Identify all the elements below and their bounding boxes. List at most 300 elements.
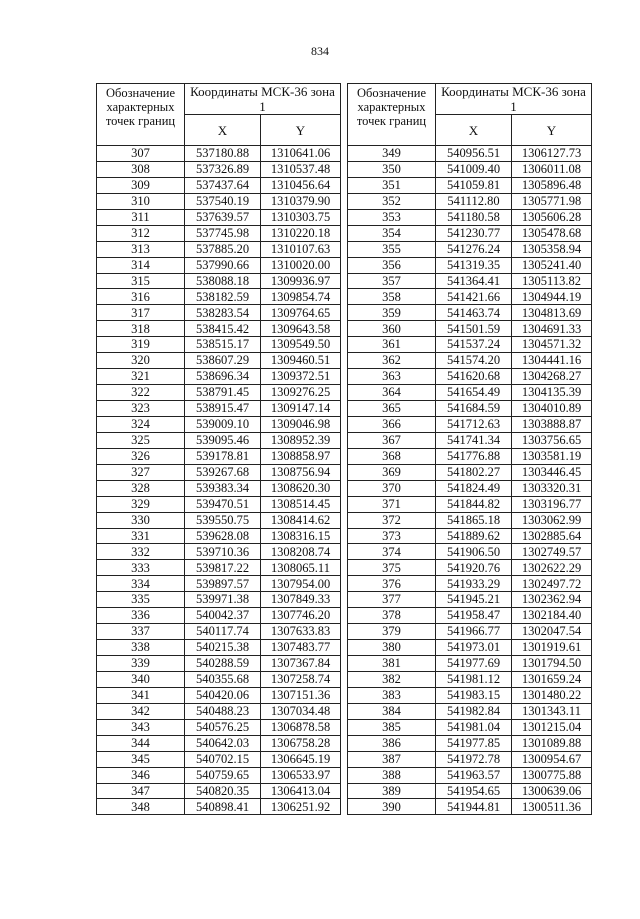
y-coordinate-cell: 1310107.63 [261, 241, 341, 257]
x-coordinate-cell: 541684.59 [436, 401, 512, 417]
point-number-cell: 332 [97, 544, 185, 560]
y-coordinate-cell: 1305478.68 [512, 225, 592, 241]
table-row [97, 656, 341, 672]
point-number-cell: 356 [348, 257, 436, 273]
table-row [348, 687, 592, 703]
y-coordinate-cell: 1302184.40 [512, 608, 592, 624]
x-coordinate-cell: 541844.82 [436, 496, 512, 512]
point-number-cell: 328 [97, 480, 185, 496]
table-row [97, 671, 341, 687]
x-coordinate-cell: 541954.65 [436, 783, 512, 799]
table-row [97, 560, 341, 576]
x-coordinate-cell: 538607.29 [185, 353, 261, 369]
table-row [97, 703, 341, 719]
x-coordinate-cell: 538696.34 [185, 369, 261, 385]
point-number-cell: 323 [97, 401, 185, 417]
table-row [348, 656, 592, 672]
y-coordinate-cell: 1309147.14 [261, 401, 341, 417]
x-coordinate-cell: 541537.24 [436, 337, 512, 353]
y-coordinate-cell: 1304571.32 [512, 337, 592, 353]
table-row [348, 719, 592, 735]
table-row [97, 209, 341, 225]
table-row [348, 608, 592, 624]
point-number-cell: 387 [348, 751, 436, 767]
coordinates-tables [96, 83, 592, 815]
point-number-cell: 361 [348, 337, 436, 353]
y-coordinate-cell: 1302885.64 [512, 528, 592, 544]
point-number-cell: 384 [348, 703, 436, 719]
x-coordinate-cell: 540355.68 [185, 671, 261, 687]
y-coordinate-cell: 1300775.88 [512, 767, 592, 783]
point-number-cell: 381 [348, 656, 436, 672]
point-number-cell: 346 [97, 767, 185, 783]
table-row [97, 783, 341, 799]
point-number-cell: 373 [348, 528, 436, 544]
coordinates-header: Координаты МСК-36 зона 1 [436, 84, 592, 115]
y-coordinate-cell: 1303888.87 [512, 416, 592, 432]
point-number-cell: 377 [348, 592, 436, 608]
x-coordinate-cell: 540042.37 [185, 608, 261, 624]
point-column-header: Обозначение характерных точек границ [348, 84, 436, 146]
point-number-cell: 351 [348, 177, 436, 193]
x-coordinate-cell: 541972.78 [436, 751, 512, 767]
x-coordinate-cell: 541501.59 [436, 321, 512, 337]
y-coordinate-cell: 1306878.58 [261, 719, 341, 735]
point-number-cell: 350 [348, 161, 436, 177]
x-coordinate-cell: 541059.81 [436, 177, 512, 193]
table-row [97, 161, 341, 177]
x-coordinate-cell: 539095.46 [185, 432, 261, 448]
table-row [97, 289, 341, 305]
y-coordinate-cell: 1310220.18 [261, 225, 341, 241]
y-coordinate-cell: 1303756.65 [512, 432, 592, 448]
table-row [97, 751, 341, 767]
x-coordinate-cell: 541906.50 [436, 544, 512, 560]
x-coordinate-cell: 537990.66 [185, 257, 261, 273]
point-number-cell: 311 [97, 209, 185, 225]
table-row [348, 241, 592, 257]
y-coordinate-cell: 1301794.50 [512, 656, 592, 672]
point-number-cell: 378 [348, 608, 436, 624]
table-row [97, 767, 341, 783]
table-row [348, 528, 592, 544]
x-coordinate-cell: 540702.15 [185, 751, 261, 767]
point-number-cell: 352 [348, 193, 436, 209]
point-number-cell: 320 [97, 353, 185, 369]
y-coordinate-cell: 1309854.74 [261, 289, 341, 305]
y-coordinate-cell: 1309372.51 [261, 369, 341, 385]
x-coordinate-cell: 539009.10 [185, 416, 261, 432]
y-coordinate-cell: 1302047.54 [512, 624, 592, 640]
y-coordinate-cell: 1309764.65 [261, 305, 341, 321]
y-coordinate-cell: 1303446.45 [512, 464, 592, 480]
point-number-cell: 380 [348, 640, 436, 656]
y-coordinate-cell: 1305606.28 [512, 209, 592, 225]
point-number-cell: 362 [348, 353, 436, 369]
table-row [348, 767, 592, 783]
y-coordinate-cell: 1306533.97 [261, 767, 341, 783]
table-row [348, 337, 592, 353]
x-coordinate-cell: 541983.15 [436, 687, 512, 703]
x-coordinate-cell: 539550.75 [185, 512, 261, 528]
point-number-cell: 358 [348, 289, 436, 305]
point-number-cell: 342 [97, 703, 185, 719]
y-coordinate-cell: 1306011.08 [512, 161, 592, 177]
y-column-header: Y [512, 115, 592, 146]
point-number-cell: 359 [348, 305, 436, 321]
table-row [97, 369, 341, 385]
point-number-cell: 353 [348, 209, 436, 225]
x-coordinate-cell: 538791.45 [185, 385, 261, 401]
x-coordinate-cell: 537540.19 [185, 193, 261, 209]
y-coordinate-cell: 1301480.22 [512, 687, 592, 703]
table-row [348, 640, 592, 656]
x-coordinate-cell: 541180.58 [436, 209, 512, 225]
table-row [348, 624, 592, 640]
x-coordinate-cell: 541009.40 [436, 161, 512, 177]
y-coordinate-cell: 1308316.15 [261, 528, 341, 544]
table-row [97, 416, 341, 432]
point-number-cell: 372 [348, 512, 436, 528]
y-coordinate-cell: 1307849.33 [261, 592, 341, 608]
x-coordinate-cell: 541982.84 [436, 703, 512, 719]
x-coordinate-cell: 538515.17 [185, 337, 261, 353]
point-number-cell: 318 [97, 321, 185, 337]
point-number-cell: 334 [97, 576, 185, 592]
x-coordinate-cell: 541977.85 [436, 735, 512, 751]
x-coordinate-cell: 541865.18 [436, 512, 512, 528]
table-row [348, 464, 592, 480]
x-coordinate-cell: 539470.51 [185, 496, 261, 512]
point-number-cell: 307 [97, 146, 185, 162]
x-coordinate-cell: 539710.36 [185, 544, 261, 560]
table-row [97, 448, 341, 464]
table-row [97, 385, 341, 401]
y-coordinate-cell: 1309549.50 [261, 337, 341, 353]
x-coordinate-cell: 538283.54 [185, 305, 261, 321]
point-number-cell: 330 [97, 512, 185, 528]
table-row [97, 735, 341, 751]
y-coordinate-cell: 1303581.19 [512, 448, 592, 464]
x-coordinate-cell: 538088.18 [185, 273, 261, 289]
x-coordinate-cell: 539267.68 [185, 464, 261, 480]
point-number-cell: 343 [97, 719, 185, 735]
point-number-cell: 389 [348, 783, 436, 799]
point-number-cell: 376 [348, 576, 436, 592]
y-coordinate-cell: 1308065.11 [261, 560, 341, 576]
table-row [348, 273, 592, 289]
y-coordinate-cell: 1308514.45 [261, 496, 341, 512]
x-coordinate-cell: 541620.68 [436, 369, 512, 385]
x-coordinate-cell: 541944.81 [436, 799, 512, 815]
table-row [97, 496, 341, 512]
table-row [97, 432, 341, 448]
y-coordinate-cell: 1302362.94 [512, 592, 592, 608]
y-coordinate-cell: 1300511.36 [512, 799, 592, 815]
x-coordinate-cell: 539971.38 [185, 592, 261, 608]
table-row [348, 369, 592, 385]
table-row [97, 624, 341, 640]
y-coordinate-cell: 1301215.04 [512, 719, 592, 735]
x-coordinate-cell: 539628.08 [185, 528, 261, 544]
y-coordinate-cell: 1305241.40 [512, 257, 592, 273]
point-number-cell: 325 [97, 432, 185, 448]
table-row [348, 209, 592, 225]
y-coordinate-cell: 1308952.39 [261, 432, 341, 448]
y-coordinate-cell: 1307258.74 [261, 671, 341, 687]
table-row [97, 193, 341, 209]
point-number-cell: 370 [348, 480, 436, 496]
y-coordinate-cell: 1308414.62 [261, 512, 341, 528]
table-row [97, 146, 341, 162]
point-number-cell: 369 [348, 464, 436, 480]
y-coordinate-cell: 1307367.84 [261, 656, 341, 672]
x-coordinate-cell: 541889.62 [436, 528, 512, 544]
point-number-cell: 310 [97, 193, 185, 209]
point-number-cell: 368 [348, 448, 436, 464]
point-number-cell: 322 [97, 385, 185, 401]
table-row [97, 177, 341, 193]
table-row [97, 305, 341, 321]
table-body-right [348, 146, 592, 815]
table-row [97, 512, 341, 528]
table-row [97, 480, 341, 496]
coordinates-table-right [347, 83, 592, 815]
point-number-cell: 349 [348, 146, 436, 162]
x-coordinate-cell: 537745.98 [185, 225, 261, 241]
x-coordinate-cell: 541945.21 [436, 592, 512, 608]
y-coordinate-cell: 1307633.83 [261, 624, 341, 640]
y-coordinate-cell: 1307746.20 [261, 608, 341, 624]
table-row [348, 735, 592, 751]
table-row [348, 416, 592, 432]
table-row [348, 385, 592, 401]
x-coordinate-cell: 539897.57 [185, 576, 261, 592]
y-coordinate-cell: 1307483.77 [261, 640, 341, 656]
point-number-cell: 324 [97, 416, 185, 432]
point-number-cell: 313 [97, 241, 185, 257]
point-number-cell: 338 [97, 640, 185, 656]
y-coordinate-cell: 1305358.94 [512, 241, 592, 257]
table-row [348, 512, 592, 528]
point-number-cell: 345 [97, 751, 185, 767]
table-row [348, 401, 592, 417]
x-coordinate-cell: 541421.66 [436, 289, 512, 305]
y-coordinate-cell: 1306127.73 [512, 146, 592, 162]
x-coordinate-cell: 541920.76 [436, 560, 512, 576]
point-number-cell: 374 [348, 544, 436, 560]
point-number-cell: 329 [97, 496, 185, 512]
x-coordinate-cell: 541463.74 [436, 305, 512, 321]
table-row [348, 146, 592, 162]
x-coordinate-cell: 541966.77 [436, 624, 512, 640]
x-coordinate-cell: 538915.47 [185, 401, 261, 417]
table-row [97, 257, 341, 273]
x-coordinate-cell: 541776.88 [436, 448, 512, 464]
table-row [97, 464, 341, 480]
point-number-cell: 317 [97, 305, 185, 321]
y-coordinate-cell: 1310641.06 [261, 146, 341, 162]
y-coordinate-cell: 1301343.11 [512, 703, 592, 719]
coordinates-header: Координаты МСК-36 зона 1 [185, 84, 341, 115]
y-coordinate-cell: 1304691.33 [512, 321, 592, 337]
y-column-header: Y [261, 115, 341, 146]
y-coordinate-cell: 1310379.90 [261, 193, 341, 209]
table-row [348, 225, 592, 241]
point-number-cell: 308 [97, 161, 185, 177]
y-coordinate-cell: 1305113.82 [512, 273, 592, 289]
y-coordinate-cell: 1302622.29 [512, 560, 592, 576]
y-coordinate-cell: 1303062.99 [512, 512, 592, 528]
x-coordinate-cell: 537180.88 [185, 146, 261, 162]
y-coordinate-cell: 1304135.39 [512, 385, 592, 401]
x-coordinate-cell: 539817.22 [185, 560, 261, 576]
table-body-left [97, 146, 341, 815]
point-column-header: Обозначение характерных точек границ [97, 84, 185, 146]
table-row [348, 576, 592, 592]
x-coordinate-cell: 541977.69 [436, 656, 512, 672]
point-number-cell: 367 [348, 432, 436, 448]
point-number-cell: 382 [348, 671, 436, 687]
x-coordinate-cell: 541654.49 [436, 385, 512, 401]
point-number-cell: 331 [97, 528, 185, 544]
table-row [348, 289, 592, 305]
y-coordinate-cell: 1309276.25 [261, 385, 341, 401]
y-coordinate-cell: 1305896.48 [512, 177, 592, 193]
point-number-cell: 366 [348, 416, 436, 432]
x-coordinate-cell: 540420.06 [185, 687, 261, 703]
table-row [348, 257, 592, 273]
point-number-cell: 340 [97, 671, 185, 687]
x-coordinate-cell: 541802.27 [436, 464, 512, 480]
table-row [348, 783, 592, 799]
x-coordinate-cell: 540642.03 [185, 735, 261, 751]
table-row [97, 241, 341, 257]
table-row [348, 751, 592, 767]
table-row [97, 687, 341, 703]
table-row [348, 353, 592, 369]
table-row [97, 401, 341, 417]
x-coordinate-cell: 540117.74 [185, 624, 261, 640]
point-number-cell: 360 [348, 321, 436, 337]
table-row [97, 640, 341, 656]
x-coordinate-cell: 539178.81 [185, 448, 261, 464]
table-row [97, 576, 341, 592]
table-row [97, 273, 341, 289]
x-coordinate-cell: 538182.59 [185, 289, 261, 305]
y-coordinate-cell: 1309643.58 [261, 321, 341, 337]
table-row [348, 544, 592, 560]
table-row [348, 480, 592, 496]
point-number-cell: 388 [348, 767, 436, 783]
y-coordinate-cell: 1308208.74 [261, 544, 341, 560]
point-number-cell: 315 [97, 273, 185, 289]
point-number-cell: 335 [97, 592, 185, 608]
table-row [97, 544, 341, 560]
x-coordinate-cell: 540576.25 [185, 719, 261, 735]
y-coordinate-cell: 1307151.36 [261, 687, 341, 703]
y-coordinate-cell: 1302749.57 [512, 544, 592, 560]
y-coordinate-cell: 1303320.31 [512, 480, 592, 496]
point-number-cell: 379 [348, 624, 436, 640]
point-number-cell: 375 [348, 560, 436, 576]
point-number-cell: 383 [348, 687, 436, 703]
table-row [348, 193, 592, 209]
table-row [348, 305, 592, 321]
x-coordinate-cell: 541574.20 [436, 353, 512, 369]
table-row [97, 719, 341, 735]
x-column-header: X [436, 115, 512, 146]
table-row [97, 528, 341, 544]
point-number-cell: 371 [348, 496, 436, 512]
table-row [97, 225, 341, 241]
x-coordinate-cell: 541973.01 [436, 640, 512, 656]
point-number-cell: 321 [97, 369, 185, 385]
y-coordinate-cell: 1300639.06 [512, 783, 592, 799]
table-row [97, 799, 341, 815]
x-coordinate-cell: 541230.77 [436, 225, 512, 241]
x-coordinate-cell: 540820.35 [185, 783, 261, 799]
y-coordinate-cell: 1310537.48 [261, 161, 341, 177]
x-coordinate-cell: 537437.64 [185, 177, 261, 193]
x-coordinate-cell: 541712.63 [436, 416, 512, 432]
x-coordinate-cell: 537326.89 [185, 161, 261, 177]
x-coordinate-cell: 539383.34 [185, 480, 261, 496]
y-coordinate-cell: 1304441.16 [512, 353, 592, 369]
y-coordinate-cell: 1309046.98 [261, 416, 341, 432]
table-row [97, 321, 341, 337]
point-number-cell: 386 [348, 735, 436, 751]
table-row [348, 671, 592, 687]
x-coordinate-cell: 540215.38 [185, 640, 261, 656]
y-coordinate-cell: 1305771.98 [512, 193, 592, 209]
point-number-cell: 319 [97, 337, 185, 353]
point-number-cell: 344 [97, 735, 185, 751]
x-coordinate-cell: 541364.41 [436, 273, 512, 289]
table-row [348, 161, 592, 177]
point-number-cell: 357 [348, 273, 436, 289]
x-coordinate-cell: 540488.23 [185, 703, 261, 719]
x-column-header: X [185, 115, 261, 146]
y-coordinate-cell: 1303196.77 [512, 496, 592, 512]
y-coordinate-cell: 1307034.48 [261, 703, 341, 719]
point-number-cell: 333 [97, 560, 185, 576]
point-number-cell: 347 [97, 783, 185, 799]
y-coordinate-cell: 1308858.97 [261, 448, 341, 464]
point-number-cell: 326 [97, 448, 185, 464]
y-coordinate-cell: 1310456.64 [261, 177, 341, 193]
table-row [97, 353, 341, 369]
x-coordinate-cell: 541933.29 [436, 576, 512, 592]
point-number-cell: 327 [97, 464, 185, 480]
table-row [97, 592, 341, 608]
table-row [97, 337, 341, 353]
y-coordinate-cell: 1301919.61 [512, 640, 592, 656]
table-row [348, 177, 592, 193]
y-coordinate-cell: 1304268.27 [512, 369, 592, 385]
x-coordinate-cell: 541981.04 [436, 719, 512, 735]
x-coordinate-cell: 537885.20 [185, 241, 261, 257]
y-coordinate-cell: 1309460.51 [261, 353, 341, 369]
point-number-cell: 365 [348, 401, 436, 417]
x-coordinate-cell: 541112.80 [436, 193, 512, 209]
x-coordinate-cell: 541276.24 [436, 241, 512, 257]
x-coordinate-cell: 540288.59 [185, 656, 261, 672]
x-coordinate-cell: 541958.47 [436, 608, 512, 624]
point-number-cell: 355 [348, 241, 436, 257]
point-number-cell: 341 [97, 687, 185, 703]
x-coordinate-cell: 540956.51 [436, 146, 512, 162]
